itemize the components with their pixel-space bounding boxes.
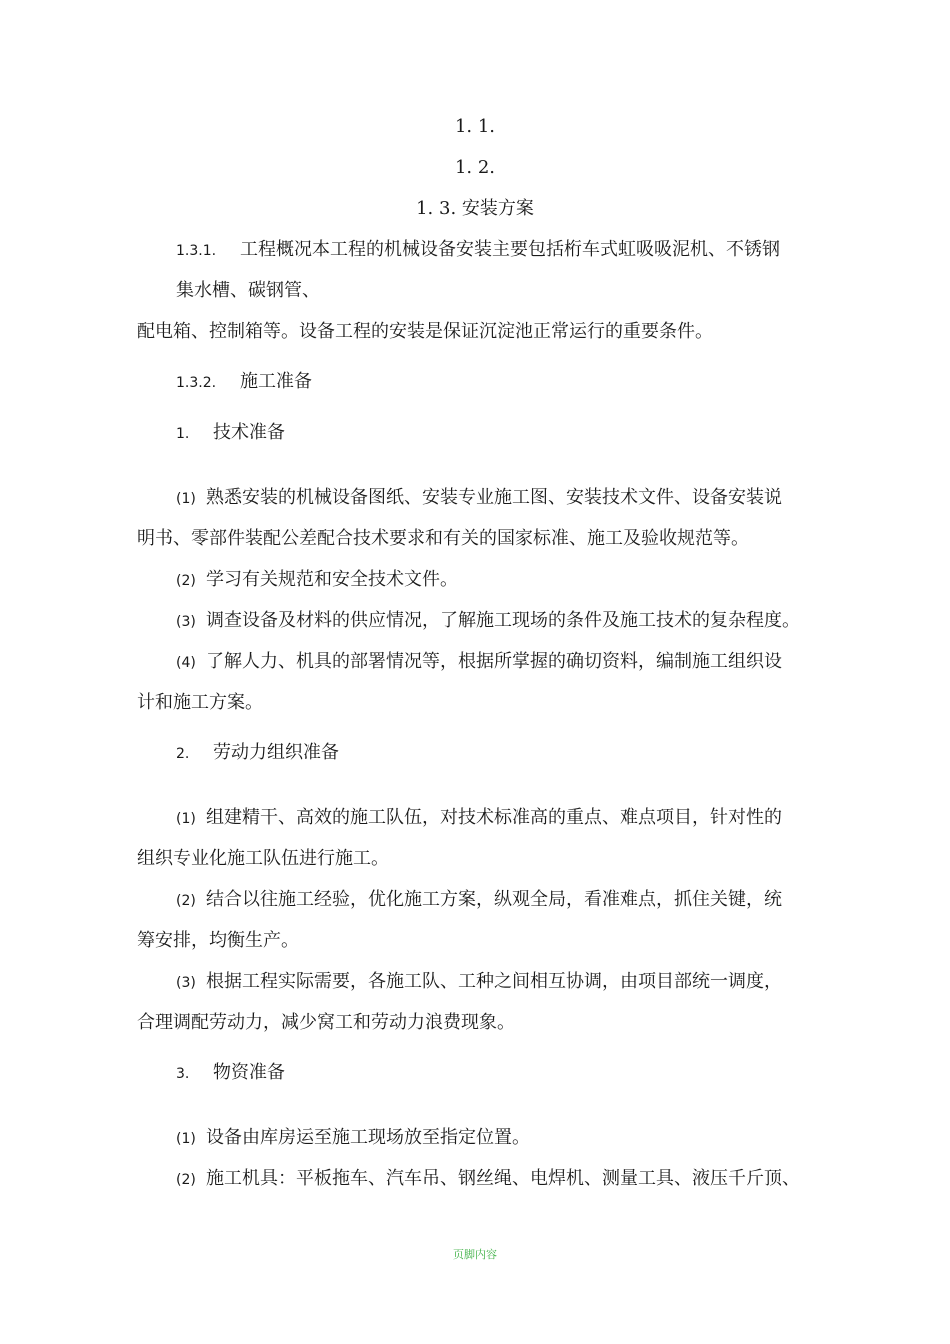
section-number: 1.3.2.: [176, 375, 217, 391]
paragraph-line: 组织专业化施工队伍进行施工。: [137, 848, 389, 869]
section-title: 施工准备: [240, 371, 312, 392]
paragraph-line: 集水槽、碳钢管、: [176, 280, 320, 301]
page-footer: 页脚内容: [453, 1248, 497, 1261]
item-number: (3): [176, 614, 196, 630]
list-item: (2) 结合以往施工经验，优化施工方案，纵观全局，看准难点，抓住关键，统: [176, 888, 782, 913]
list-item: (1) 设备由库房运至施工现场放至指定位置。: [176, 1126, 530, 1151]
list-item: (3) 调查设备及材料的供应情况，了解施工现场的条件及施工技术的复杂程度。: [176, 609, 800, 634]
list-item: (2) 学习有关规范和安全技术文件。: [176, 568, 458, 593]
subsection-title: 物资准备: [213, 1062, 285, 1083]
item-number: (2): [176, 893, 196, 909]
section-1-3-1: [176, 238, 780, 263]
section-number: 1.3.1.: [176, 243, 217, 259]
list-item: (2) 施工机具：平板拖车、汽车吊、钢丝绳、电焊机、测量工具、液压千斤顶、: [176, 1167, 800, 1192]
subsection-title: 技术准备: [213, 422, 285, 443]
heading-1-1: 1. 1.: [454, 116, 496, 137]
paragraph-line: 明书、零部件装配公差配合技术要求和有关的国家标准、施工及验收规范等。: [137, 528, 749, 549]
subsection-number: 2.: [176, 746, 190, 762]
item-number: (1): [176, 1131, 196, 1147]
item-number: (1): [176, 491, 196, 507]
subsection-number: 1.: [176, 426, 190, 442]
subsection-tech: [176, 421, 285, 446]
subsection-title: 劳动力组织准备: [213, 742, 339, 763]
subsection-material: [176, 1061, 285, 1086]
heading-1-2: 1. 2.: [454, 157, 496, 178]
section-1-3-2: [176, 370, 312, 395]
list-item: (1) 组建精干、高效的施工队伍，对技术标准高的重点、难点项目，针对性的: [176, 806, 782, 831]
subsection-number: 3.: [176, 1066, 190, 1082]
item-number: (1): [176, 811, 196, 827]
list-item: (4) 了解人力、机具的部署情况等，根据所掌握的确切资料，编制施工组织设: [176, 650, 782, 675]
paragraph-line: 工程概况本工程的机械设备安装主要包括桁车式虹吸吸泥机、不锈钢: [240, 239, 780, 260]
paragraph-line: 合理调配劳动力，减少窝工和劳动力浪费现象。: [137, 1012, 515, 1033]
list-item: (1) 熟悉安装的机械设备图纸、安装专业施工图、安装技术文件、设备安装说: [176, 486, 782, 511]
paragraph-line: 筹安排，均衡生产。: [137, 930, 299, 951]
subsection-labor: [176, 741, 339, 766]
item-number: (4): [176, 655, 196, 671]
paragraph-line: 配电箱、控制箱等。设备工程的安装是保证沉淀池正常运行的重要条件。: [137, 321, 713, 342]
item-number: (3): [176, 975, 196, 991]
item-number: (2): [176, 573, 196, 589]
paragraph-line: 计和施工方案。: [137, 692, 263, 713]
item-number: (2): [176, 1172, 196, 1188]
list-item: (3) 根据工程实际需要，各施工队、工种之间相互协调，由项目部统一调度，: [176, 970, 782, 995]
heading-1-3: 1. 3. 安装方案: [416, 198, 534, 219]
